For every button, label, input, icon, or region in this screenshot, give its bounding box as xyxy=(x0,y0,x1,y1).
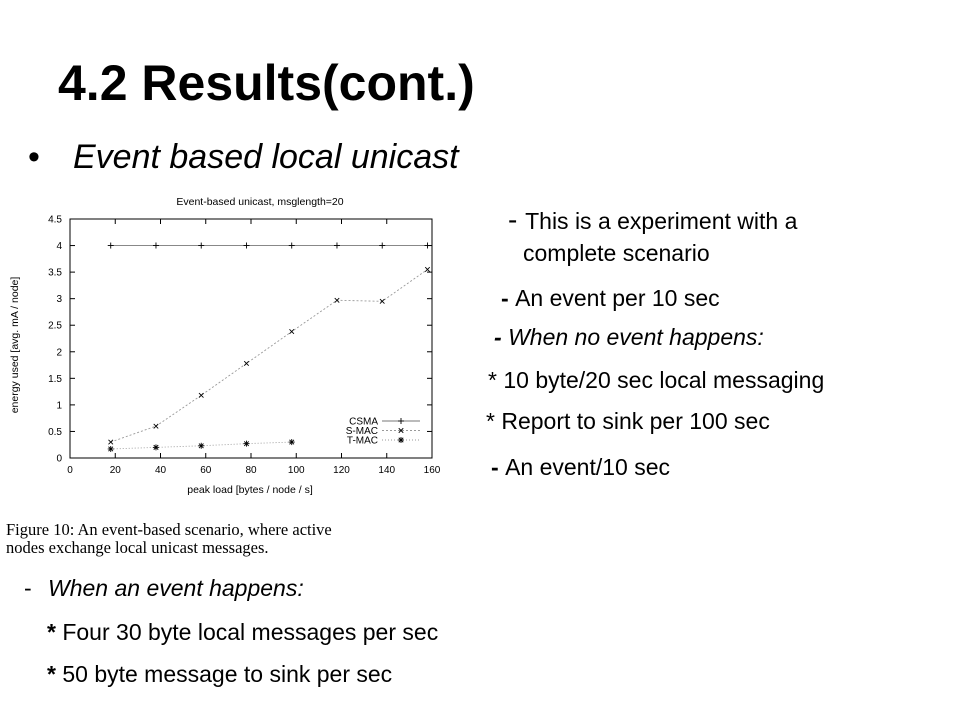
data-point-s-mac xyxy=(199,393,204,398)
y-tick-label: 4.5 xyxy=(48,214,62,226)
data-point-t-mac xyxy=(198,443,204,449)
data-point-s-mac xyxy=(108,440,113,445)
chart-ylabel: energy used [avg. mA / node] xyxy=(9,276,21,414)
chart-xlabel: peak load [bytes / node / s] xyxy=(187,484,313,496)
legend-label: T-MAC xyxy=(346,435,378,447)
right-line-5: * Report to sink per 100 sec xyxy=(486,408,770,434)
x-tick-label: 160 xyxy=(423,465,441,476)
data-point-csma xyxy=(243,243,249,249)
y-tick-label: 2 xyxy=(56,347,62,359)
x-tick-label: 0 xyxy=(67,465,73,476)
bottom-line-2: * Four 30 byte local messages per sec xyxy=(47,619,439,645)
x-tick-label: 100 xyxy=(287,465,305,476)
x-tick-label: 140 xyxy=(378,465,396,476)
y-tick-label: 1.5 xyxy=(48,373,62,385)
data-point-s-mac xyxy=(289,329,294,334)
caption-line-2: nodes exchange local unicast messages. xyxy=(6,538,269,558)
data-point-t-mac xyxy=(289,439,295,445)
data-point-csma xyxy=(108,243,114,249)
series-line-s-mac xyxy=(111,269,428,442)
legend-label: S-MAC xyxy=(345,426,378,437)
chart xyxy=(0,185,450,510)
bottom-line-3: * 50 byte message to sink per sec xyxy=(47,661,393,687)
data-point-csma xyxy=(153,243,159,249)
y-tick-label: 3 xyxy=(56,294,62,306)
y-tick-label: 0 xyxy=(56,453,62,465)
right-line-3: - When no event happens: xyxy=(494,324,764,350)
legend-marker xyxy=(398,437,404,443)
x-tick-label: 20 xyxy=(109,465,121,476)
data-point-csma xyxy=(334,243,340,249)
data-point-s-mac xyxy=(335,298,340,303)
right-line-1: - This is a experiment with a xyxy=(508,204,798,235)
x-tick-label: 60 xyxy=(200,465,212,476)
data-point-s-mac xyxy=(244,361,249,366)
data-point-s-mac xyxy=(425,267,430,272)
bullet-text: Event based local unicast xyxy=(73,138,459,176)
x-tick-label: 80 xyxy=(245,465,257,476)
y-tick-label: 2.5 xyxy=(48,320,62,332)
right-line-6: - An event/10 sec xyxy=(491,454,671,480)
y-tick-label: 4 xyxy=(56,241,62,253)
legend-marker xyxy=(398,418,404,424)
bullet-dot: • xyxy=(28,138,40,176)
data-point-s-mac xyxy=(154,424,159,429)
figure-caption xyxy=(6,521,332,557)
caption-line-1: Figure 10: An event-based scenario, where active xyxy=(6,520,332,539)
y-tick-label: 0.5 xyxy=(48,426,62,438)
right-line-4: * 10 byte/20 sec local messaging xyxy=(488,367,825,393)
chart-title: Event-based unicast, msglength=20 xyxy=(176,196,344,208)
data-point-csma xyxy=(289,243,295,249)
data-point-t-mac xyxy=(243,441,249,447)
legend-label: CSMA xyxy=(349,416,378,428)
data-point-csma xyxy=(198,243,204,249)
bullet-heading xyxy=(28,140,459,174)
chart-svg xyxy=(0,185,450,505)
bottom-line-1: - When an event happens: xyxy=(24,575,304,601)
x-tick-label: 120 xyxy=(333,465,350,476)
data-point-t-mac xyxy=(108,446,114,452)
x-tick-label: 40 xyxy=(154,465,167,476)
right-line-2: - An event per 10 sec xyxy=(501,285,720,311)
data-point-csma xyxy=(379,243,385,249)
data-point-t-mac xyxy=(153,444,159,450)
data-point-csma xyxy=(424,243,430,249)
right-line-1-cont: complete scenario xyxy=(523,240,710,266)
y-tick-label: 1 xyxy=(56,400,62,412)
slide-title: 4.2 Results(cont.) xyxy=(58,55,475,111)
y-tick-label: 3.5 xyxy=(48,267,62,279)
